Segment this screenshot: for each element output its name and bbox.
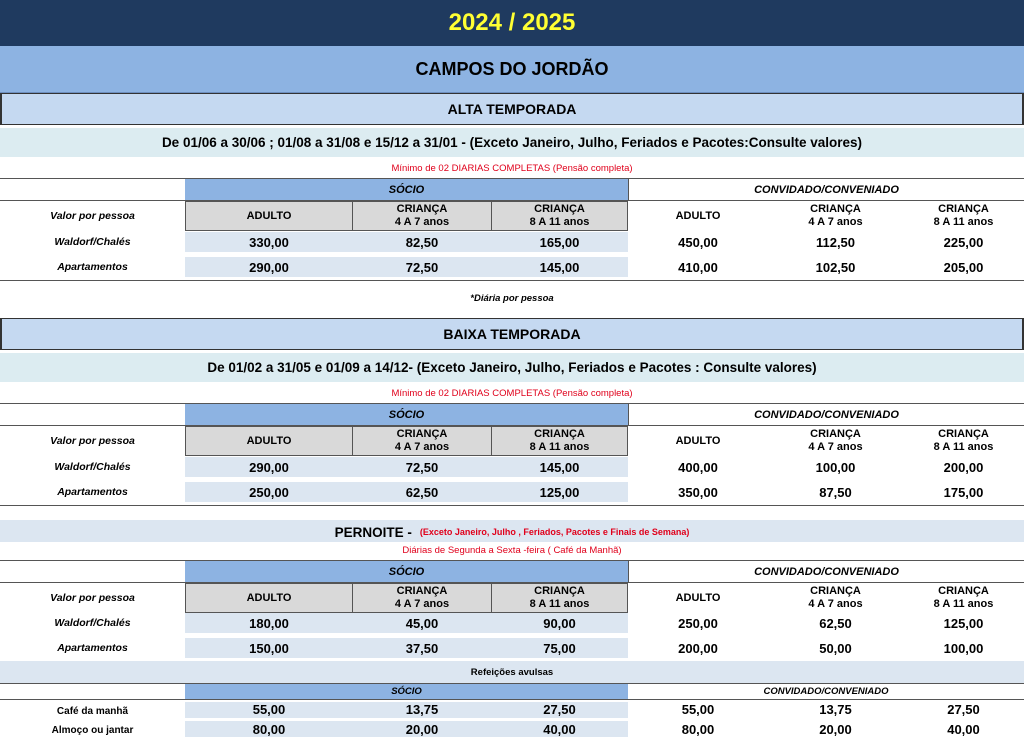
valor-por-pessoa-label: Valor por pessoa [50, 435, 135, 447]
price-cell: 400,00 [678, 459, 718, 475]
price-cell: 205,00 [943, 259, 984, 275]
row-label: Waldorf/Chalés [54, 236, 131, 248]
price-cell: 55,00 [681, 701, 715, 717]
price-cell: 80,00 [252, 721, 286, 737]
alta-temporada-title: ALTA TEMPORADA [0, 93, 1024, 125]
price-cell: 27,50 [947, 701, 980, 717]
refeicoes-title: Refeições avulsas [0, 661, 1024, 683]
adulto-socio-header: ADULTO [185, 426, 353, 456]
price-cell: 75,00 [543, 640, 576, 656]
socio-header: SÓCIO [185, 404, 628, 425]
row-label: Apartamentos [57, 261, 128, 273]
crianca-4-7-socio-header: CRIANÇA 4 A 7 anos [353, 201, 491, 231]
price-cell: 100,00 [943, 640, 984, 656]
refeicoes-price-table [0, 683, 1024, 739]
convidado-header: CONVIDADO/CONVENIADO [628, 404, 1024, 425]
crianca-8-11-conv-header: CRIANÇA 8 A 11 anos [933, 585, 994, 610]
row-label: Apartamentos [57, 642, 128, 654]
crianca-8-11-conv-header: CRIANÇA 8 A 11 anos [933, 203, 994, 228]
crianca-4-7-socio-header: CRIANÇA 4 A 7 anos [353, 426, 491, 456]
row-label: Café da manhã [56, 705, 129, 717]
price-cell: 180,00 [249, 615, 289, 631]
price-cell: 200,00 [678, 640, 718, 656]
adulto-socio-header: ADULTO [185, 201, 353, 231]
row-label: Almoço ou jantar [51, 725, 134, 736]
baixa-temporada-title: BAIXA TEMPORADA [0, 318, 1024, 350]
socio-header: SÓCIO [185, 561, 628, 582]
year-banner: 2024 / 2025 [0, 0, 1024, 46]
alta-minimo: Mínimo de 02 DIARIAS COMPLETAS (Pensão completa) [0, 160, 1024, 177]
price-cell: 200,00 [943, 459, 984, 475]
baixa-minimo: Mínimo de 02 DIARIAS COMPLETAS (Pensão completa) [0, 385, 1024, 402]
alta-period: De 01/06 a 30/06 ; 01/08 a 31/08 e 15/12 a 31/01 - (Exceto Janeiro, Julho, Feriados e Pacotes:Consulte valores) [0, 128, 1024, 157]
crianca-8-11-socio-header: CRIANÇA 8 A 11 anos [491, 583, 628, 613]
price-cell: 102,50 [815, 259, 856, 275]
price-cell: 145,00 [539, 459, 580, 475]
socio-header: SÓCIO [185, 684, 628, 699]
price-cell: 55,00 [252, 701, 286, 717]
price-cell: 13,75 [819, 701, 852, 717]
pernoite-exceto: (Exceto Janeiro, Julho , Feriados, Pacotes e Finais de Semana) [419, 527, 690, 537]
price-cell: 37,50 [405, 640, 439, 656]
crianca-4-7-conv-header: CRIANÇA 4 A 7 anos [808, 203, 863, 228]
row-label: Apartamentos [57, 486, 128, 498]
price-cell: 40,00 [947, 721, 980, 737]
price-cell: 290,00 [249, 459, 289, 475]
price-cell: 250,00 [678, 615, 718, 631]
diaria-note: *Diária por pessoa [470, 292, 554, 304]
price-cell: 72,50 [405, 259, 439, 275]
price-cell: 145,00 [539, 259, 580, 275]
pernoite-title: PERNOITE - [334, 524, 412, 540]
price-cell: 330,00 [249, 234, 289, 250]
alta-price-table [0, 178, 1024, 281]
price-cell: 50,00 [819, 640, 852, 656]
crianca-4-7-socio-header: CRIANÇA 4 A 7 anos [353, 583, 491, 613]
price-cell: 13,75 [405, 701, 439, 717]
pernoite-diarias: Diárias de Segunda a Sexta -feira ( Café da Manhã) [0, 542, 1024, 559]
pernoite-title-bar [0, 520, 1024, 544]
price-cell: 20,00 [405, 721, 439, 737]
convidado-header: CONVIDADO/CONVENIADO [628, 179, 1024, 200]
price-cell: 250,00 [249, 484, 289, 500]
valor-por-pessoa-label: Valor por pessoa [50, 592, 135, 604]
adulto-conv-header: ADULTO [675, 434, 721, 447]
price-cell: 20,00 [819, 721, 852, 737]
price-cell: 40,00 [543, 721, 576, 737]
baixa-period: De 01/02 a 31/05 e 01/09 a 14/12- (Exceto Janeiro, Julho, Feriados e Pacotes : Consulte valores) [0, 353, 1024, 382]
price-cell: 125,00 [539, 484, 580, 500]
row-label: Waldorf/Chalés [54, 617, 131, 629]
crianca-8-11-socio-header: CRIANÇA 8 A 11 anos [491, 426, 628, 456]
price-cell: 290,00 [249, 259, 289, 275]
price-cell: 410,00 [678, 259, 718, 275]
crianca-8-11-conv-header: CRIANÇA 8 A 11 anos [933, 428, 994, 453]
crianca-8-11-socio-header: CRIANÇA 8 A 11 anos [491, 201, 628, 231]
price-cell: 87,50 [819, 484, 852, 500]
price-cell: 90,00 [543, 615, 576, 631]
price-cell: 82,50 [405, 234, 439, 250]
adulto-socio-header: ADULTO [185, 583, 353, 613]
price-cell: 62,50 [819, 615, 852, 631]
convidado-header: CONVIDADO/CONVENIADO [628, 561, 1024, 582]
adulto-conv-header: ADULTO [675, 591, 721, 604]
price-cell: 80,00 [681, 721, 715, 737]
pernoite-price-table [0, 560, 1024, 660]
price-cell: 150,00 [249, 640, 289, 656]
price-cell: 100,00 [815, 459, 856, 475]
price-cell: 72,50 [405, 459, 439, 475]
price-cell: 62,50 [405, 484, 439, 500]
price-cell: 112,50 [815, 234, 856, 250]
price-cell: 175,00 [943, 484, 984, 500]
row-label: Waldorf/Chalés [54, 461, 131, 473]
baixa-price-table [0, 403, 1024, 506]
price-cell: 165,00 [539, 234, 580, 250]
location-title: CAMPOS DO JORDÃO [0, 46, 1024, 93]
crianca-4-7-conv-header: CRIANÇA 4 A 7 anos [808, 428, 863, 453]
price-cell: 27,50 [543, 701, 576, 717]
socio-header: SÓCIO [185, 179, 628, 200]
price-cell: 350,00 [678, 484, 718, 500]
price-cell: 450,00 [678, 234, 718, 250]
price-cell: 125,00 [943, 615, 984, 631]
valor-por-pessoa-label: Valor por pessoa [50, 210, 135, 222]
price-cell: 45,00 [405, 615, 439, 631]
adulto-conv-header: ADULTO [675, 209, 721, 222]
crianca-4-7-conv-header: CRIANÇA 4 A 7 anos [808, 585, 863, 610]
price-cell: 225,00 [943, 234, 984, 250]
convidado-header: CONVIDADO/CONVENIADO [763, 686, 889, 697]
